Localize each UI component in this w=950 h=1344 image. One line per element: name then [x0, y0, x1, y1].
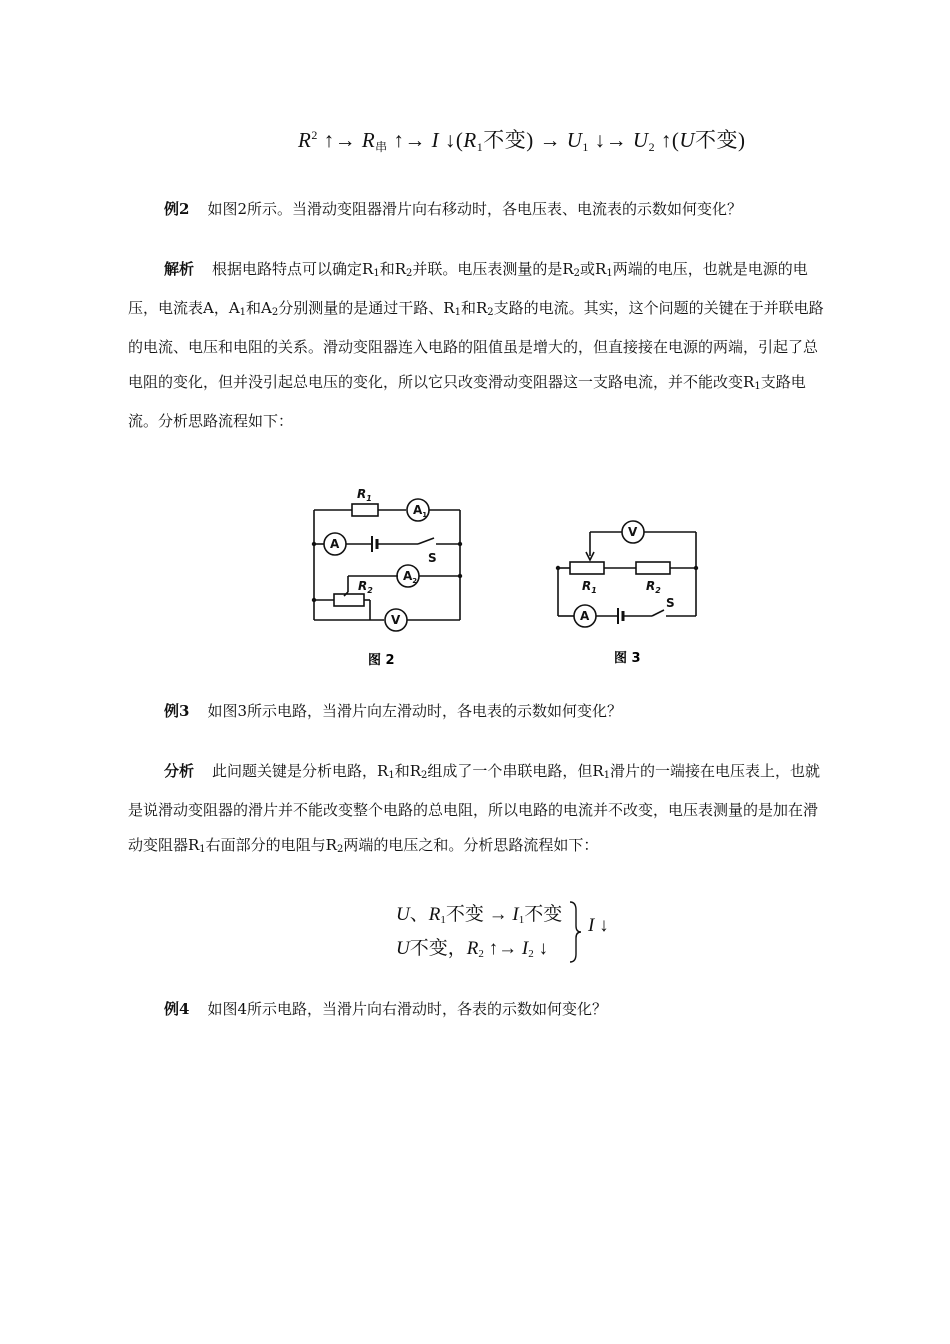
formula-subscript: 1 [440, 914, 446, 926]
subscript: 1 [199, 844, 206, 855]
fig2-r1-sub: 1 [366, 494, 372, 503]
fig3-r2-label: R [646, 579, 656, 593]
analysis-text: 此问题关键是分析电路，R [212, 762, 389, 780]
formula-arrow: ↑→ [387, 128, 432, 152]
formula-result [588, 915, 609, 937]
formula-paren: ) [526, 128, 534, 152]
analysis-text: 或R [580, 260, 607, 278]
formula-subscript: 1 [518, 914, 525, 926]
formula-symbol: U [396, 904, 410, 925]
fig3-r2-sub: 2 [655, 586, 661, 595]
fig3-r1-sub: 1 [591, 586, 597, 595]
svg-text:A2 [403, 569, 417, 585]
fig3-s-label: S [666, 596, 675, 610]
analysis-text: 和R [460, 299, 488, 317]
example-text: 如图4所示电路，当滑片向右滑动时，各表的示数如何变化？ [207, 1000, 607, 1018]
subscript: 2 [573, 268, 581, 279]
formula-arrow: → [533, 128, 567, 152]
formula-symbol: U [679, 128, 696, 152]
subscript: 2 [271, 307, 279, 318]
formula-symbol: R [298, 128, 312, 152]
analysis-text: 支路电流。分析思路流程如下： [128, 373, 806, 430]
example-label: 例2 [164, 200, 190, 218]
formula-symbol: I [512, 904, 519, 925]
formula-symbol: U [566, 128, 583, 152]
formula-text: ↓ [533, 938, 548, 959]
formula-symbol: R [463, 128, 477, 152]
example-3 [128, 694, 828, 729]
analysis-text: 组成了一个串联电路，但R [427, 762, 604, 780]
formula-text: 、 [409, 904, 429, 925]
formula-symbol: U [396, 938, 410, 959]
analysis-label: 解析 [164, 260, 195, 278]
formula-symbol: R [428, 904, 441, 925]
formula-subscript: 1 [582, 140, 589, 154]
example-4 [128, 992, 828, 1027]
formula-subscript: 串 [375, 140, 388, 154]
formula-arrow: ↓ [594, 915, 609, 936]
analysis-text: 并联。电压表测量的是R [412, 260, 574, 278]
formula-text: 不变 [524, 904, 563, 925]
formula-text: 不变， [409, 938, 467, 959]
example-2 [128, 192, 828, 227]
formula-subscript: 1 [476, 140, 484, 154]
analysis-2 [128, 252, 828, 439]
subscript: 2 [487, 307, 494, 318]
formula-symbol: I [431, 128, 440, 152]
circuit-figures-svg [300, 480, 720, 680]
analysis-text: 右面部分的电阻与R [205, 836, 337, 854]
formula-chain-1 [298, 124, 746, 155]
fig3-r1-label: R [582, 579, 592, 593]
fig2-r2-label: R [358, 579, 368, 593]
formula-text: 不变 → [445, 904, 513, 925]
formula-subscript: 2 [478, 948, 484, 960]
svg-text:R1 [357, 487, 372, 503]
figure-3-caption: 图 3 [614, 651, 641, 666]
svg-text:A1 [413, 503, 427, 519]
formula-paren: ( [671, 128, 680, 152]
formula-text: 不变 [695, 128, 739, 152]
subscript: 1 [239, 307, 247, 318]
analysis-3 [128, 754, 828, 867]
formula-flow-2 [396, 898, 609, 966]
formula-text: ↑→ [483, 938, 522, 959]
subscript: 2 [420, 770, 428, 781]
subscript: 1 [603, 770, 611, 781]
formula-subscript: 2 [648, 140, 656, 154]
analysis-text: 和R [394, 762, 421, 780]
subscript: 2 [405, 268, 413, 279]
formula-arrow: ↓ [439, 128, 456, 152]
example-text: 如图2所示。当滑动变阻器滑片向右移动时，各电压表、电流表的示数如何变化？ [207, 200, 742, 218]
formula-paren: ( [455, 128, 464, 152]
analysis-text: 滑片的一端接在电压表上，也就是说滑动变阻器的滑片并不能改变整个电路的总电阻，所以电路的电流并不改变，电压表测量的是加在滑动变阻器R [128, 762, 821, 854]
analysis-text: 根据电路特点可以确定R [212, 260, 374, 278]
fig2-a1-label: A [413, 503, 423, 517]
fig2-a2-sub: 2 [412, 577, 418, 585]
circuit-figures [300, 480, 720, 680]
analysis-text: 分别测量的是通过干路、R [278, 299, 455, 317]
figure-2-caption: 图 2 [368, 653, 395, 668]
formula-symbol: R [466, 938, 479, 959]
subscript: 1 [754, 381, 761, 392]
analysis-text: 支路的电流。其实，这个问题的关键在于并联电路的电流、电压和电阻的关系。滑动变阻器连入电路的阻值虽是增大的，但直接接在电源的两端，引起了总电阻的变化，但并没引起总电压的变化，所以它只改变滑动变阻器这一支路电流，并不能改变R [128, 299, 824, 391]
fig2-s-label: S [428, 551, 437, 565]
fig3-v-label: V [628, 525, 638, 539]
analysis-text: 和A [246, 299, 272, 317]
fig2-v-label: V [391, 613, 401, 627]
analysis-text: 两端的电压之和。分析思路流程如下： [343, 836, 599, 854]
formula-line-2 [396, 932, 562, 966]
analysis-text: 和R [379, 260, 406, 278]
formula-symbol: U [632, 128, 649, 152]
example-label: 例4 [164, 1000, 190, 1018]
fig2-a-label: A [330, 537, 340, 551]
svg-text:R1 [582, 579, 597, 595]
formula-arrow: ↑ [655, 128, 672, 152]
subscript: 1 [373, 268, 380, 279]
formula-arrow: ↑→ [317, 128, 362, 152]
formula-symbol: I [521, 938, 529, 959]
formula-arrow: ↓→ [588, 128, 633, 152]
formula-superscript: 2 [311, 128, 318, 142]
fig2-a2-label: A [403, 569, 413, 583]
formula-text: 不变 [483, 128, 527, 152]
formula-paren: ) [738, 128, 746, 152]
subscript: 2 [336, 844, 344, 855]
fig3-a-label: A [580, 609, 590, 623]
formula-symbol: R [361, 128, 376, 152]
subscript: 1 [454, 307, 461, 318]
example-label: 例3 [164, 702, 190, 720]
svg-text:R2 [646, 579, 661, 595]
analysis-label: 分析 [164, 762, 195, 780]
subscript: 1 [606, 268, 613, 279]
subscript: 1 [388, 770, 395, 781]
fig2-r1-label: R [357, 487, 367, 501]
analysis-text: 两端的电压，也就是电源的电压，电流表A，A [128, 260, 808, 317]
fig2-a1-sub: 1 [422, 511, 428, 519]
right-brace-icon [568, 900, 582, 964]
example-text: 如图3所示电路，当滑片向左滑动时，各电表的示数如何变化？ [207, 702, 622, 720]
formula-line-1 [396, 898, 562, 932]
formula-subscript: 2 [528, 948, 534, 960]
fig2-r2-sub: 2 [367, 586, 373, 595]
svg-text:R2 [358, 579, 373, 595]
formula-symbol: I [588, 915, 595, 936]
